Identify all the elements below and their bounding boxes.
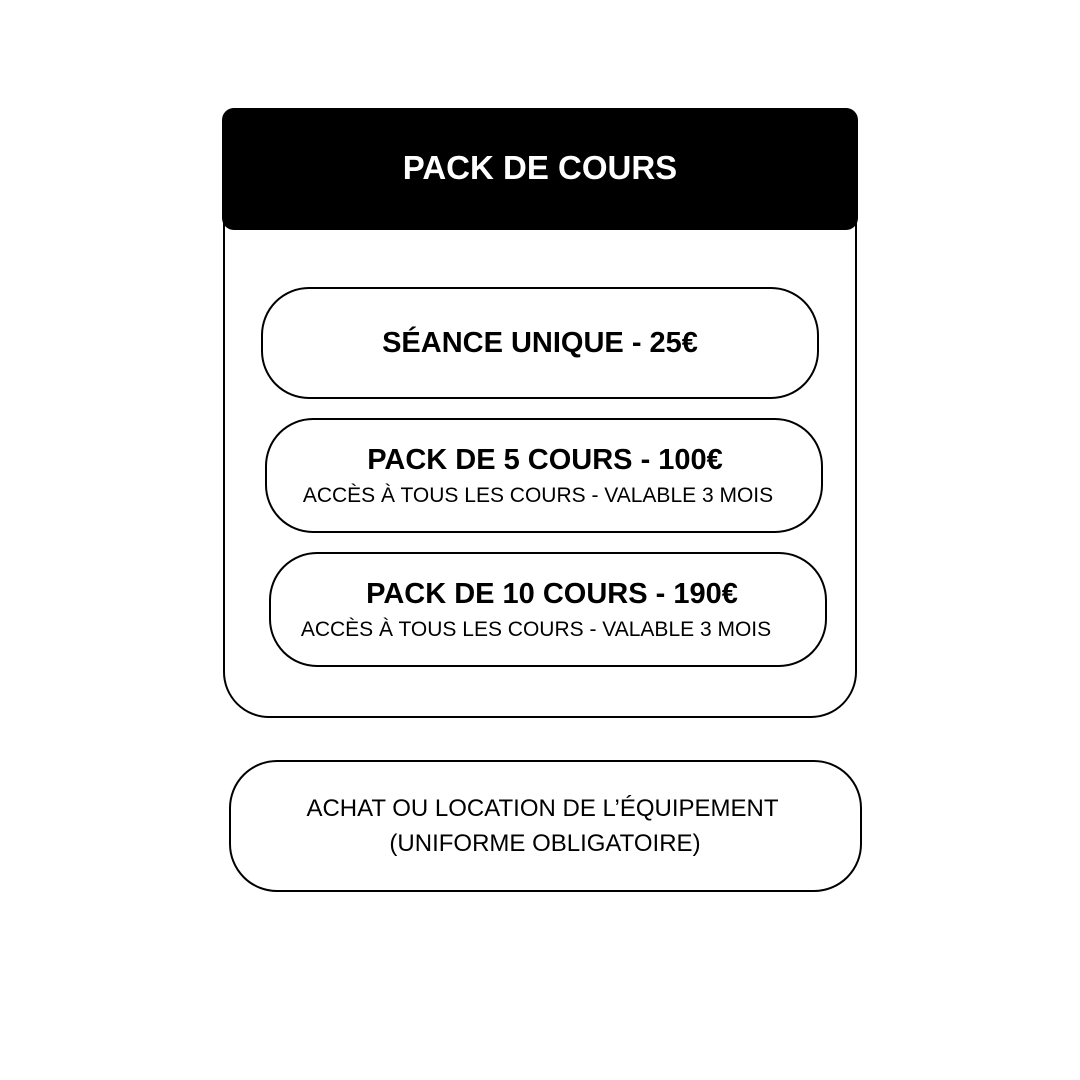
- option-title: PACK DE 10 COURS - 190€: [366, 577, 738, 610]
- equipment-line-1: ACHAT OU LOCATION DE L’ÉQUIPEMENT: [306, 795, 779, 822]
- option-pack-10[interactable]: [269, 552, 827, 667]
- option-title: PACK DE 5 COURS - 100€: [367, 443, 723, 476]
- pack-header: [222, 108, 858, 230]
- equipment-box: [229, 760, 862, 892]
- option-title: SÉANCE UNIQUE - 25€: [382, 327, 698, 359]
- option-pack-5[interactable]: [265, 418, 823, 533]
- pack-title: PACK DE COURS: [402, 149, 678, 186]
- option-subtitle: ACCÈS À TOUS LES COURS - VALABLE 3 MOIS: [302, 483, 774, 507]
- option-subtitle: ACCÈS À TOUS LES COURS - VALABLE 3 MOIS: [300, 617, 772, 641]
- equipment-line-2: (UNIFORME OBLIGATOIRE): [389, 830, 701, 857]
- option-single-session[interactable]: [261, 287, 819, 399]
